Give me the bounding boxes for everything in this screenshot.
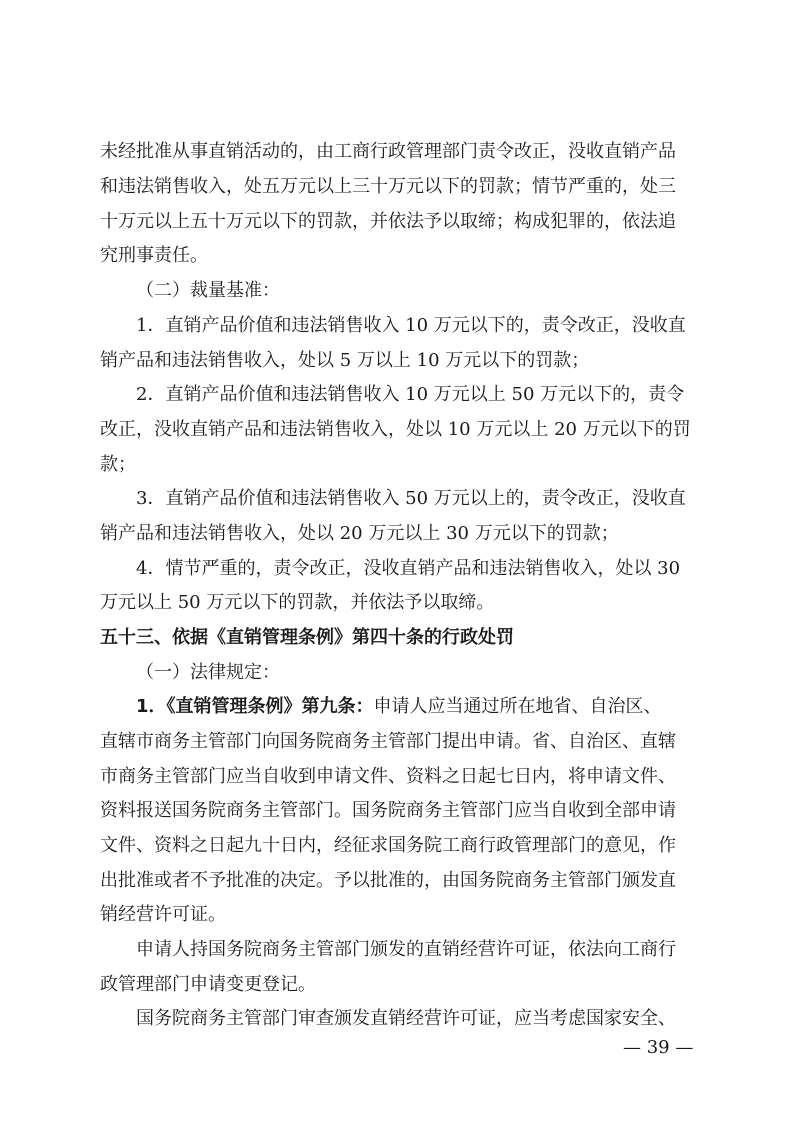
paragraph-line: 申请人持国务院商务主管部门颁发的直销经营许可证，依法向工商行 [136,939,676,960]
article-heading: 五十三、依据《直销管理条例》第四十条的行政处罚 [100,627,514,648]
section-heading: （二）裁量基准： [136,280,280,301]
paragraph-line: 十万元以上五十万元以下的罚款，并依法予以取缔；构成犯罪的，依法追 [100,211,676,232]
paragraph-line: 和违法销售收入，处五万元以上三十万元以下的罚款；情节严重的，处三 [100,176,676,197]
page-number: — 39 — [623,1037,694,1058]
list-item-line: 销产品和违法销售收入，处以 5 万以上 10 万元以下的罚款； [100,350,590,371]
section-heading: （一）法律规定： [136,662,280,683]
list-item-line: 2．直销产品价值和违法销售收入 10 万元以上 50 万元以下的，责令 [136,384,685,405]
paragraph-line: 究刑事责任。 [100,245,208,266]
list-item-line: 改正，没收直销产品和违法销售收入，处以 10 万元以上 20 万元以下的罚 [100,419,691,440]
list-item-line: 款； [100,454,136,475]
paragraph-line: 未经批准从事直销活动的，由工商行政管理部门责令改正，没收直销产品 [100,141,676,162]
paragraph-line: 政管理部门申请变更登记。 [100,974,316,995]
law-article-line: 销经营许可证。 [100,904,226,925]
list-item-line: 3．直销产品价值和违法销售收入 50 万元以上的，责令改正，没收直 [136,488,686,509]
list-item-line: 1．直销产品价值和违法销售收入 10 万元以下的，责令改正，没收直 [136,315,686,336]
law-article-text: 申请人应当通过所在地省、自治区、 [373,696,662,717]
law-article-line: 文件、资料之日起九十日内，经征求国务院工商行政管理部门的意见，作 [100,835,676,856]
list-item-line: 4．情节严重的，责令改正，没收直销产品和违法销售收入，处以 30 [136,558,681,579]
law-article-line [136,695,662,719]
law-article-line: 出批准或者不予批准的决定。予以批准的，由国务院商务主管部门颁发直 [100,870,676,891]
law-article-line: 市商务主管部门应当自收到申请文件、资料之日起七日内，将申请文件、 [100,766,676,787]
list-item-line: 万元以上 50 万元以下的罚款，并依法予以取缔。 [100,592,495,613]
law-article-line: 资料报送国务院商务主管部门。国务院商务主管部门应当自收到全部申请 [100,800,676,821]
paragraph-line: 国务院商务主管部门审查颁发直销经营许可证，应当考虑国家安全、 [136,1008,676,1029]
law-article-title: 1．《直销管理条例》第九条： [136,696,374,717]
law-article-line: 直辖市商务主管部门向国务院商务主管部门提出申请。省、自治区、直辖 [100,731,676,752]
list-item-line: 销产品和违法销售收入，处以 20 万元以上 30 万元以下的罚款； [100,523,619,544]
